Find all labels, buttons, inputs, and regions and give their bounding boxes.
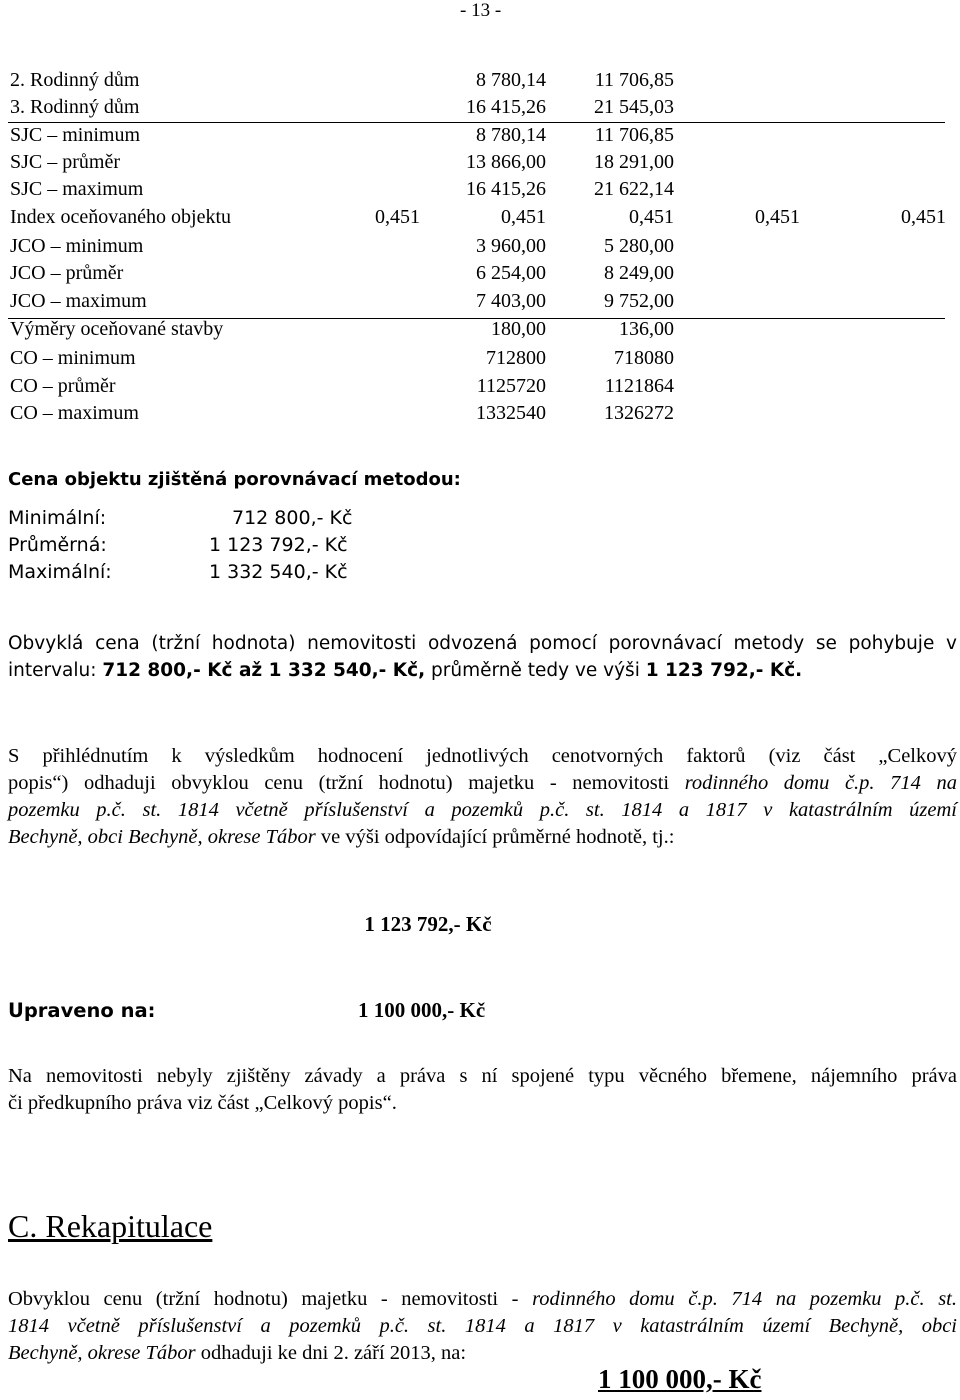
col-2-value: 16 415,26	[466, 96, 546, 118]
defects-line-2: či předkupního práva viz část „Celkový popis“.	[8, 1092, 397, 1114]
result-value-row	[0, 912, 856, 937]
col-3-value: 8 249,00	[604, 262, 674, 284]
interval-average: 1 123 792,- Kč.	[645, 660, 803, 681]
recap-line-1	[8, 1286, 957, 1313]
col-3-value: 21 545,03	[594, 96, 674, 118]
col-3-value: 718080	[614, 347, 674, 369]
col-3-value: 18 291,00	[594, 151, 674, 173]
table-row	[8, 345, 946, 372]
col-2-value: 712800	[486, 347, 546, 369]
row-label: Index oceňovaného objektu	[10, 206, 232, 228]
adjusted-label: Upraveno na:	[8, 999, 156, 1022]
col-5-value: 0,451	[901, 206, 946, 228]
max-price-label: Maximální:	[8, 561, 112, 583]
row-label: 2. Rodinný dům	[10, 69, 140, 91]
col-2-value: 1332540	[476, 402, 546, 424]
recap-text-a: Obvyklou cenu (tržní hodnotu) majetku - nemovitosti -	[8, 1288, 533, 1310]
row-label: CO – průměr	[10, 375, 116, 397]
row-label: JCO – minimum	[10, 235, 144, 257]
col-2-value: 180,00	[491, 318, 546, 340]
recap-property-a: rodinného domu č.p. 714 na pozemku p.č. st.	[532, 1288, 957, 1310]
col-3-value: 136,00	[619, 318, 674, 340]
min-price-label: Minimální:	[8, 507, 107, 529]
interval-line-2	[8, 660, 802, 681]
comparison-heading: Cena objektu zjištěná porovnávací metodou:	[8, 469, 461, 490]
estimate-line-2	[8, 770, 957, 797]
row-label: SJC – minimum	[10, 124, 141, 146]
estimate-line-1: S přihlédnutím k výsledkům hodnocení jednotlivých cenotvorných faktorů (viz část „Celkový	[8, 745, 957, 767]
row-label: SJC – průměr	[10, 151, 120, 173]
page-number: - 13 -	[460, 0, 502, 21]
col-2-value: 1125720	[476, 375, 546, 397]
col-2-value: 3 960,00	[476, 235, 546, 257]
row-label: CO – minimum	[10, 347, 136, 369]
row-label: CO – maximum	[10, 402, 139, 424]
col-1-value: 0,451	[375, 206, 420, 228]
table-row	[8, 373, 946, 400]
table-row	[8, 260, 946, 287]
col-3-value: 9 752,00	[604, 290, 674, 312]
col-2-value: 8 780,14	[476, 69, 546, 91]
table-row	[8, 316, 946, 343]
defects-line-1: Na nemovitosti nebyly zjištěny závady a práva s ní spojené typu věcného břemene, nájemního práva	[8, 1065, 957, 1087]
estimate-text-b: ve výši odpovídající průměrné hodnotě, tj.:	[315, 826, 675, 848]
col-2-value: 6 254,00	[476, 262, 546, 284]
table-row	[8, 288, 946, 315]
col-2-value: 7 403,00	[476, 290, 546, 312]
max-price-value: 1 332 540,- Kč	[209, 561, 348, 583]
table-row	[8, 149, 946, 176]
table-divider	[8, 122, 945, 123]
table-divider	[8, 318, 945, 319]
final-value: 1 100 000,- Kč	[598, 1364, 762, 1394]
recap-line-2: 1814 včetně příslušenství a pozemků p.č. st. 1814 a 1817 v katastrálním území Bechyně, obci	[8, 1315, 957, 1337]
row-label: JCO – průměr	[10, 262, 124, 284]
adjusted-value: 1 100 000,- Kč	[358, 998, 486, 1022]
estimate-line-3: pozemku p.č. st. 1814 včetně příslušenství a pozemků p.č. st. 1814 a 1817 v katastrálním území	[8, 799, 957, 821]
paragraph-recap	[8, 1286, 957, 1367]
table-row	[8, 204, 946, 231]
col-3-value: 5 280,00	[604, 235, 674, 257]
table-row	[8, 233, 946, 260]
col-3-value: 1326272	[604, 402, 674, 424]
col-3-value: 1121864	[604, 375, 674, 397]
col-2-value: 13 866,00	[466, 151, 546, 173]
estimate-text-a: popis“) odhaduji obvyklou cenu (tržní hodnotu) majetku - nemovitosti	[8, 772, 685, 794]
avg-price-label: Průměrná:	[8, 534, 107, 556]
recap-location: Bechyně, okrese Tábor	[8, 1342, 196, 1364]
row-label: SJC – maximum	[10, 178, 144, 200]
interval-text-a: intervalu:	[8, 660, 103, 681]
interval-line-1: Obvyklá cena (tržní hodnota) nemovitosti odvozená pomocí porovnávací metody se pohybuje v	[8, 633, 957, 654]
interval-range: 712 800,- Kč až 1 332 540,- Kč,	[102, 660, 426, 681]
row-label: 3. Rodinný dům	[10, 96, 140, 118]
table-row	[8, 94, 946, 121]
estimate-location: Bechyně, obci Bechyně, okrese Tábor	[8, 826, 316, 848]
table-row	[8, 176, 946, 203]
paragraph-defects	[8, 1063, 957, 1117]
table-row	[8, 400, 946, 427]
col-2-value: 16 415,26	[466, 178, 546, 200]
recap-text-b: odhaduji ke dni 2. září 2013, na:	[195, 1342, 467, 1364]
row-label: JCO – maximum	[10, 290, 147, 312]
recap-line-3	[8, 1342, 466, 1364]
col-2-value: 0,451	[501, 206, 546, 228]
paragraph-estimate	[8, 743, 957, 851]
avg-price-value: 1 123 792,- Kč	[209, 534, 348, 556]
recap-heading: C. Rekapitulace	[8, 1208, 213, 1244]
table-row	[8, 67, 946, 94]
table-row	[8, 122, 946, 149]
interval-text-c: průměrně tedy ve výši	[425, 660, 646, 681]
paragraph-interval	[8, 630, 957, 684]
row-label: Výměry oceňované stavby	[10, 318, 224, 340]
col-3-value: 0,451	[629, 206, 674, 228]
col-3-value: 11 706,85	[594, 69, 674, 91]
col-2-value: 8 780,14	[476, 124, 546, 146]
col-4-value: 0,451	[755, 206, 800, 228]
min-price-value: 712 800,- Kč	[232, 507, 353, 529]
estimate-property-a: rodinného domu č.p. 714 na	[684, 772, 957, 794]
col-3-value: 11 706,85	[594, 124, 674, 146]
col-3-value: 21 622,14	[594, 178, 674, 200]
result-value: 1 123 792,- Kč	[364, 912, 492, 936]
estimate-line-4	[8, 826, 674, 848]
